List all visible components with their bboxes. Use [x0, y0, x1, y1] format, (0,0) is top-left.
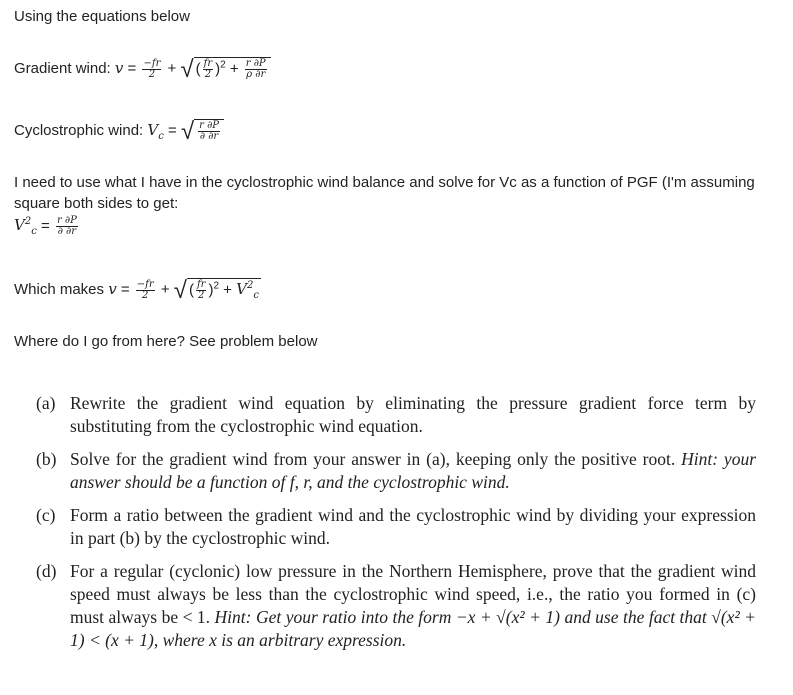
makes-plus: + — [160, 281, 170, 299]
cyclo-lhs: $V_c$ — [147, 121, 164, 143]
makes-term1: $\frac{-fr}{2}$ — [136, 278, 154, 301]
which-makes-equation — [14, 278, 261, 303]
gradient-lhs: v — [114, 59, 124, 78]
question-text: I need to use what I have in the cyclostrophic wind balance and solve for Vc as a function of PGF (I'm assuming square both sides to get: — [14, 174, 755, 212]
gradient-wind-equation — [14, 57, 271, 82]
makes-eq: = — [120, 281, 130, 299]
problem-c: (c) Form a ratio between the gradient wind and the cyclostrophic wind by dividing your expression in part (b) by the cyclostrophic wind. — [36, 505, 756, 548]
makes-sqrt: √ ( $\frac{fr}{2}$ )$^2 + V^2_c$ — [173, 276, 259, 304]
squared-rhs: $\frac{r \partial P}{\partial \partial r}$ — [56, 215, 77, 237]
intro-text: Using the equations below — [14, 8, 190, 25]
makes-lhs: v — [108, 280, 117, 299]
problem-a: (a) Rewrite the gradient wind equation by eliminating the pressure gradient force term by substituting from the cyclostrophic wind equation. — [36, 393, 756, 436]
problem-d: (d) For a regular (cyclonic) low pressure in the Northern Hemisphere, prove that the gradient wind speed must always be less than the cyclostrophic wind speed, i.e., the ratio you formed in (c) must always be < 1. Hint: Get your ratio into the form −x + √(x² + 1) and use the fact that √(x² + 1) < (x + 1), where x is an arbitrary expression. — [36, 561, 756, 650]
gradient-sqrt: √ ( $\frac{fr}{2}$ )$^2$ + $\frac{r \partial P}{\rho \partial r}$ — [180, 57, 270, 82]
gradient-label: Gradient wind: — [14, 60, 111, 78]
cyclo-label: Cyclostrophic wind: — [14, 122, 144, 140]
cyclo-eq: = — [168, 122, 177, 140]
problem-b: (b) Solve for the gradient wind from your answer in (a), keeping only the positive root. Hint: your answer should be a function of f, r, and the cyclostrophic wind. — [36, 449, 757, 492]
squared-eq: = — [41, 217, 50, 235]
where-text: Where do I go from here? See problem below — [14, 333, 318, 350]
squared-lhs: $V^2_c$ — [14, 216, 37, 238]
makes-label: Which makes — [14, 281, 105, 299]
cyclo-sqrt: √ $\frac{r \partial P}{\partial \partial r}$ — [181, 119, 224, 144]
gradient-plus: + — [167, 60, 177, 78]
squared-equation — [14, 216, 80, 237]
gradient-eq: = — [127, 60, 137, 78]
gradient-term1: $\frac{-fr}{2}$ — [143, 57, 161, 80]
cyclostrophic-equation — [14, 119, 224, 144]
